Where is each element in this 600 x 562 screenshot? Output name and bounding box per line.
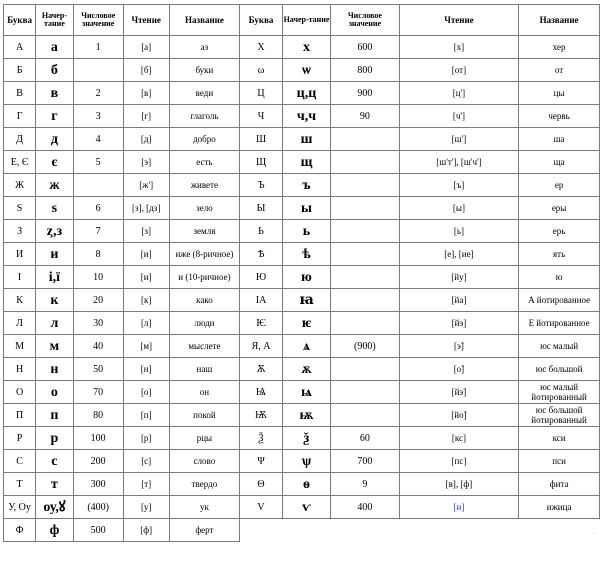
cell-glyph: б — [36, 59, 74, 82]
cell-name-right: юс малый — [519, 335, 600, 358]
cell-reading: [к] — [123, 289, 169, 312]
cell-reading: [л] — [123, 312, 169, 335]
cell-glyph-right: ꙗ — [282, 289, 330, 312]
cell-number: 70 — [73, 381, 123, 404]
cell-glyph-right: х — [282, 36, 330, 59]
cell-number: 200 — [73, 450, 123, 473]
cell-name-right: от — [519, 59, 600, 82]
cell-reading-right: [и] — [399, 496, 518, 519]
cell-reading: [и] — [123, 266, 169, 289]
cell-reading-right: [йу] — [399, 266, 518, 289]
cell-name: наш — [169, 358, 239, 381]
header-name-right: Название — [519, 5, 600, 36]
cell-glyph: и — [36, 243, 74, 266]
cell-number-right: 90 — [331, 105, 400, 128]
cell-name-right: ер — [519, 174, 600, 197]
cell-reading: [с] — [123, 450, 169, 473]
cell-reading-right: [от] — [399, 59, 518, 82]
table-row — [4, 266, 600, 289]
cell-glyph: і,ї — [36, 266, 74, 289]
header-letter-right: Буква — [240, 5, 283, 36]
cell-glyph-right: ѵ — [282, 496, 330, 519]
cell-letter-right: Ц — [240, 82, 283, 105]
cell-reading-right: [кс] — [399, 427, 518, 450]
table-row — [4, 82, 600, 105]
cell-name-right: пси — [519, 450, 600, 473]
cell-number: 30 — [73, 312, 123, 335]
cell-glyph-right: щ — [282, 151, 330, 174]
cell-glyph: ѕ — [36, 197, 74, 220]
cell-reading: [н] — [123, 358, 169, 381]
cell-name: глаголь — [169, 105, 239, 128]
cell-number-right — [331, 220, 400, 243]
stray-mark: . — [594, 530, 596, 536]
cell-name: зело — [169, 197, 239, 220]
cell-name: и (10-ричное) — [169, 266, 239, 289]
cell-glyph-right: ѣ — [282, 243, 330, 266]
cell-number: 7 — [73, 220, 123, 243]
cell-name: твердо — [169, 473, 239, 496]
empty-cell — [282, 519, 330, 542]
table-row — [4, 174, 600, 197]
cell-letter: Н — [4, 358, 36, 381]
table-row — [4, 36, 600, 59]
table-row — [4, 105, 600, 128]
cell-name-right: ять — [519, 243, 600, 266]
cell-name: покой — [169, 404, 239, 427]
cell-glyph-right: ѥ — [282, 312, 330, 335]
cell-letter: Р — [4, 427, 36, 450]
cell-number-right — [331, 174, 400, 197]
cell-reading-right: [э̃] — [399, 335, 518, 358]
cell-letter-right: Ѯ — [240, 427, 283, 450]
cell-letter-right: Я, А — [240, 335, 283, 358]
cell-glyph: л — [36, 312, 74, 335]
cell-reading: [э] — [123, 151, 169, 174]
empty-cell — [519, 519, 600, 542]
cell-reading-right: [е], [ие] — [399, 243, 518, 266]
cell-reading-right: [йэ̃] — [399, 381, 518, 404]
cell-glyph: п — [36, 404, 74, 427]
cell-number: 50 — [73, 358, 123, 381]
cell-number-right: 600 — [331, 36, 400, 59]
cell-number: 6 — [73, 197, 123, 220]
cell-glyph: р — [36, 427, 74, 450]
table-row — [4, 427, 600, 450]
cell-reading-right: [в], [ф] — [399, 473, 518, 496]
cell-number: 40 — [73, 335, 123, 358]
table-row — [4, 358, 600, 381]
table-row — [4, 243, 600, 266]
cell-reading: [ж'] — [123, 174, 169, 197]
cell-letter: S — [4, 197, 36, 220]
cell-number: 100 — [73, 427, 123, 450]
cell-letter: Г — [4, 105, 36, 128]
cell-name-right: еры — [519, 197, 600, 220]
cell-letter: Е, Є — [4, 151, 36, 174]
table-row — [4, 496, 600, 519]
table-row — [4, 59, 600, 82]
cell-letter-right: Щ — [240, 151, 283, 174]
cell-letter: А — [4, 36, 36, 59]
cell-glyph: н — [36, 358, 74, 381]
header-reading-right: Чтение — [399, 5, 518, 36]
cell-letter-right: Ь — [240, 220, 283, 243]
cell-letter: О — [4, 381, 36, 404]
cell-number-right — [331, 151, 400, 174]
cell-number: 10 — [73, 266, 123, 289]
cell-reading-right: [пс] — [399, 450, 518, 473]
cell-glyph: ж — [36, 174, 74, 197]
cell-letter: І — [4, 266, 36, 289]
cell-name: люди — [169, 312, 239, 335]
cell-number-right: 700 — [331, 450, 400, 473]
cell-name: мыслете — [169, 335, 239, 358]
cell-number-right: 400 — [331, 496, 400, 519]
cell-name-right: А йотированное — [519, 289, 600, 312]
cell-reading-right: [ш'] — [399, 128, 518, 151]
cell-glyph-right: ш — [282, 128, 330, 151]
cell-reading-right: [о̃] — [399, 358, 518, 381]
cell-name: буки — [169, 59, 239, 82]
cell-letter: Т — [4, 473, 36, 496]
cell-reading-right: [ш'т'], [ш'ч'] — [399, 151, 518, 174]
cell-letter-right: Ы — [240, 197, 283, 220]
header-number: Числовое значение — [73, 5, 123, 36]
cell-glyph-right: ѱ — [282, 450, 330, 473]
cell-name: живете — [169, 174, 239, 197]
cell-letter: К — [4, 289, 36, 312]
cell-letter-right: Ч — [240, 105, 283, 128]
cell-letter: В — [4, 82, 36, 105]
header-reading: Чтение — [123, 5, 169, 36]
cell-glyph-right: ч,ч — [282, 105, 330, 128]
cell-name-right: юс большой йотированный — [519, 404, 600, 427]
cell-reading-right: [ц'] — [399, 82, 518, 105]
table-row — [4, 220, 600, 243]
cell-number-right — [331, 404, 400, 427]
cell-number-right — [331, 243, 400, 266]
cell-name-right: ерь — [519, 220, 600, 243]
cell-number: 4 — [73, 128, 123, 151]
cell-name-right: ю — [519, 266, 600, 289]
cell-number: 20 — [73, 289, 123, 312]
cell-name-right: хер — [519, 36, 600, 59]
cell-name: он — [169, 381, 239, 404]
cell-reading-right: [х] — [399, 36, 518, 59]
cell-letter: И — [4, 243, 36, 266]
cell-glyph-right: ѧ — [282, 335, 330, 358]
cell-glyph-right: ю — [282, 266, 330, 289]
cell-name: есть — [169, 151, 239, 174]
cell-letter: Ж — [4, 174, 36, 197]
cell-reading-right: [ъ] — [399, 174, 518, 197]
table-row — [4, 473, 600, 496]
cell-reading: [р] — [123, 427, 169, 450]
cell-name-right: цы — [519, 82, 600, 105]
empty-cell — [240, 519, 283, 542]
cell-name: како — [169, 289, 239, 312]
cell-name: аз — [169, 36, 239, 59]
cell-letter: З — [4, 220, 36, 243]
table-row — [4, 381, 600, 404]
table-row — [4, 335, 600, 358]
cell-glyph: оу,ꙋ — [36, 496, 74, 519]
cell-letter: С — [4, 450, 36, 473]
cell-glyph-right: ы — [282, 197, 330, 220]
cell-number: (400) — [73, 496, 123, 519]
cell-name: веди — [169, 82, 239, 105]
cell-name: ук — [169, 496, 239, 519]
header-row — [4, 5, 600, 36]
cell-name: ферт — [169, 519, 239, 542]
cell-number-right — [331, 358, 400, 381]
cell-reading-right: [йэ] — [399, 312, 518, 335]
cell-number-right — [331, 289, 400, 312]
cell-number — [73, 59, 123, 82]
cell-glyph: т — [36, 473, 74, 496]
cell-reading: [д] — [123, 128, 169, 151]
cell-number — [73, 174, 123, 197]
cell-number: 8 — [73, 243, 123, 266]
cell-glyph: с — [36, 450, 74, 473]
cell-name-right: ща — [519, 151, 600, 174]
cell-name-right: фита — [519, 473, 600, 496]
cell-number-right — [331, 312, 400, 335]
cell-glyph: о — [36, 381, 74, 404]
cell-reading-right: [йа] — [399, 289, 518, 312]
cell-glyph-right: ц,ц — [282, 82, 330, 105]
cell-glyph: ȥ,з — [36, 220, 74, 243]
cell-number-right: 60 — [331, 427, 400, 450]
cell-name: слово — [169, 450, 239, 473]
empty-cell — [331, 519, 400, 542]
cell-reading: [и] — [123, 243, 169, 266]
cell-number: 300 — [73, 473, 123, 496]
table-row — [4, 404, 600, 427]
cell-reading: [г] — [123, 105, 169, 128]
cell-glyph-right: ѯ — [282, 427, 330, 450]
cell-reading: [з], [дз] — [123, 197, 169, 220]
cell-glyph: д — [36, 128, 74, 151]
alphabet-table — [3, 4, 600, 542]
cell-name-right: юс большой — [519, 358, 600, 381]
cell-glyph-right: ѡ — [282, 59, 330, 82]
cell-number: 1 — [73, 36, 123, 59]
cell-reading-right: [ы] — [399, 197, 518, 220]
cell-name: земля — [169, 220, 239, 243]
cell-number-right — [331, 381, 400, 404]
cell-number: 2 — [73, 82, 123, 105]
cell-glyph-right: ѫ — [282, 358, 330, 381]
cell-name-right: ижица — [519, 496, 600, 519]
table-row — [4, 128, 600, 151]
cell-name-right: кси — [519, 427, 600, 450]
cell-name: добро — [169, 128, 239, 151]
cell-glyph: ф — [36, 519, 74, 542]
cell-glyph: а — [36, 36, 74, 59]
cell-number-right: 800 — [331, 59, 400, 82]
cell-reading: [б] — [123, 59, 169, 82]
cell-glyph: є — [36, 151, 74, 174]
cell-number: 80 — [73, 404, 123, 427]
cell-number-right — [331, 128, 400, 151]
cell-reading: [у] — [123, 496, 169, 519]
header-glyph: Начер-тание — [36, 5, 74, 36]
cell-letter: У, Оу — [4, 496, 36, 519]
cell-reading: [в] — [123, 82, 169, 105]
table-row — [4, 519, 600, 542]
cell-name: иже (8-ричное) — [169, 243, 239, 266]
cell-glyph: г — [36, 105, 74, 128]
header-number-right: Числовое значение — [331, 5, 400, 36]
cell-glyph: к — [36, 289, 74, 312]
cell-number: 500 — [73, 519, 123, 542]
cell-reading: [з] — [123, 220, 169, 243]
cell-number-right — [331, 266, 400, 289]
table-row — [4, 289, 600, 312]
cell-letter-right: Х — [240, 36, 283, 59]
cell-glyph: м — [36, 335, 74, 358]
cell-reading: [м] — [123, 335, 169, 358]
cell-letter: П — [4, 404, 36, 427]
cell-letter-right: Ψ — [240, 450, 283, 473]
cell-letter-right: Ш — [240, 128, 283, 151]
cell-letter-right: Ѥ — [240, 312, 283, 335]
header-glyph-right: Начер-тание — [282, 5, 330, 36]
cell-letter-right: Θ — [240, 473, 283, 496]
cell-reading-right: [ь] — [399, 220, 518, 243]
cell-letter: Л — [4, 312, 36, 335]
empty-cell — [399, 519, 518, 542]
table-row — [4, 450, 600, 473]
cell-letter: Д — [4, 128, 36, 151]
cell-glyph: в — [36, 82, 74, 105]
cell-glyph-right: ѳ — [282, 473, 330, 496]
table-row — [4, 312, 600, 335]
cell-reading: [т] — [123, 473, 169, 496]
cell-reading: [ф] — [123, 519, 169, 542]
cell-name: рцы — [169, 427, 239, 450]
cell-name-right: червь — [519, 105, 600, 128]
cell-number: 5 — [73, 151, 123, 174]
cell-number-right — [331, 197, 400, 220]
cell-reading: [а] — [123, 36, 169, 59]
cell-reading-right: [ч'] — [399, 105, 518, 128]
table-row — [4, 197, 600, 220]
cell-letter-right: ω — [240, 59, 283, 82]
cell-name-right: юс малый йотированный — [519, 381, 600, 404]
cell-letter-right: V — [240, 496, 283, 519]
cell-letter-right: Ѣ — [240, 243, 283, 266]
cell-glyph-right: ъ — [282, 174, 330, 197]
cell-glyph-right: ѩ — [282, 381, 330, 404]
cell-glyph-right: ѭ — [282, 404, 330, 427]
cell-letter: М — [4, 335, 36, 358]
cell-letter: Ф — [4, 519, 36, 542]
cell-number-right: 900 — [331, 82, 400, 105]
cell-name-right: Е йотированное — [519, 312, 600, 335]
cell-number: 3 — [73, 105, 123, 128]
cell-letter-right: Ѫ — [240, 358, 283, 381]
cell-name-right: ша — [519, 128, 600, 151]
cell-letter-right: Ѭ — [240, 404, 283, 427]
table-row — [4, 151, 600, 174]
cell-letter: Б — [4, 59, 36, 82]
cell-letter-right: ІА — [240, 289, 283, 312]
cell-reading-right: [йо̃] — [399, 404, 518, 427]
cell-letter-right: Ю — [240, 266, 283, 289]
cell-reading: [п] — [123, 404, 169, 427]
cell-letter-right: Ѩ — [240, 381, 283, 404]
cell-number-right: 9 — [331, 473, 400, 496]
cell-number-right: (900) — [331, 335, 400, 358]
cell-letter-right: Ъ — [240, 174, 283, 197]
cell-glyph-right: ь — [282, 220, 330, 243]
header-letter: Буква — [4, 5, 36, 36]
header-name: Название — [169, 5, 239, 36]
cell-reading: [о] — [123, 381, 169, 404]
